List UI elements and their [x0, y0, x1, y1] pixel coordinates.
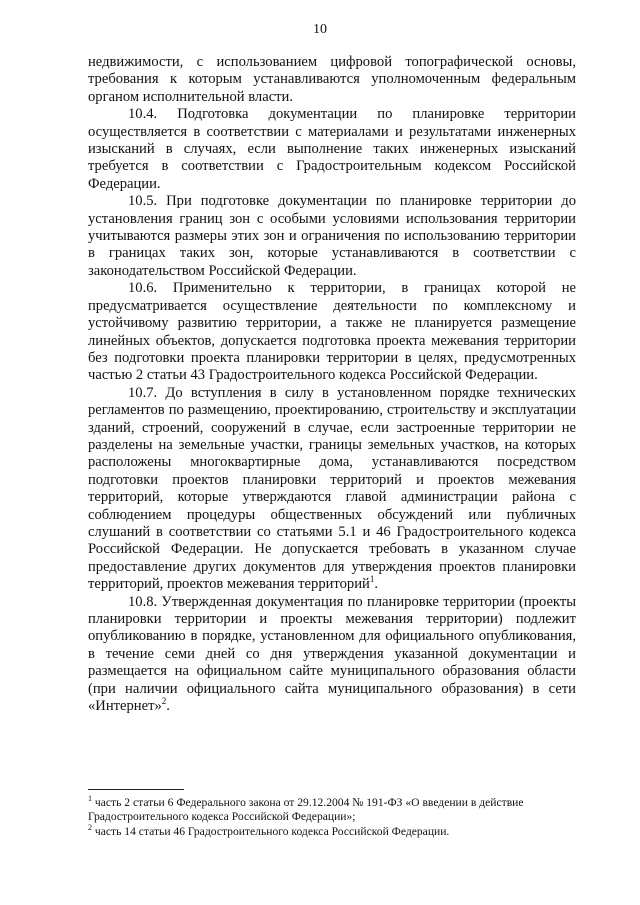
paragraph-10-8	[88, 594, 576, 716]
paragraph-tail: .	[166, 698, 170, 715]
footnote-1	[88, 796, 588, 825]
paragraph-continuation	[88, 54, 576, 106]
paragraph-text: 10.4. Подготовка документации по планировке территории осуществляется в соответствии с материалами и результатами инженерных изысканий в случаях, если выполнение таких инженерных изысканий требуется в соответствии с Градостроительным кодексом Российской Федерации.	[88, 106, 576, 192]
paragraph-tail: .	[374, 576, 378, 593]
footnote-marker: 2	[88, 822, 92, 832]
footnote-separator	[88, 789, 184, 790]
paragraph-10-7	[88, 385, 576, 594]
paragraph-text: 10.6. Применительно к территории, в границах которой не предусматривается осуществление деятельности по комплексному и устойчивому развитию территории, а также не планируется размещение линейных объектов, допускается подготовка проекта межевания территории без подготовки проекта планировки территории в целях, предусмотренных частью 2 статьи 43 Градостроительного кодекса Российской Федерации.	[88, 280, 576, 384]
footnote-marker: 1	[88, 794, 92, 804]
document-body	[88, 54, 576, 715]
paragraph-text: недвижимости, с использованием цифровой топографической основы, требования к которым устанавливаются уполномоченным федеральным органом исполнительной власти.	[88, 54, 576, 105]
footnote-text: часть 14 статьи 46 Градостроительного кодекса Российской Федерации.	[92, 824, 450, 838]
paragraph-10-5	[88, 193, 576, 280]
footnote-ref-2[interactable]: 2	[161, 696, 167, 707]
paragraph-text: 10.5. При подготовке документации по планировке территории до установления границ зон с особыми условиями использования территории учитываются размеры этих зон и ограничения по использованию территории в границах таких зон, которые устанавливаются в соответствии с законодательством Российской Федерации.	[88, 193, 576, 279]
footnote-ref-1[interactable]: 1	[369, 574, 375, 585]
footnotes	[88, 796, 588, 839]
page-number: 10	[313, 22, 327, 37]
footnote-2	[88, 822, 588, 839]
footnote-text: часть 2 статьи 6 Федерального закона от 29.12.2004 № 191-ФЗ «О введении в действие Градостроительного кодекса Российской Федерации»;	[88, 796, 524, 824]
paragraph-10-4	[88, 106, 576, 193]
paragraph-text: 10.7. До вступления в силу в установленном порядке технических регламентов по размещению, проектированию, строительству и эксплуатации зданий, строений, сооружений в случае, если застроенные территории не разделены на земельные участки, границы земельных участков, на которых расположены многоквартирные дома, устанавливаются посредством подготовки проектов планировки территорий и проектов межевания территорий, которые утверждаются главой администрации района с соблюдением процедуры общественных обсуждений или публичных слушаний в соответствии со статьями 5.1 и 46 Градостроительного кодекса Российской Федерации. Не допускается требовать в указанном случае предоставление других документов для утверждения проектов планировки территорий, проектов межевания территорий	[88, 384, 576, 593]
paragraph-text: 10.8. Утвержденная документация по планировке территории (проекты планировки территории и проекты межевания территории) подлежит опубликованию в порядке, установленном для официального опубликования, в течение семи дней со дня утверждения указанной документации и размещается на официальном сайте муниципального образования области (при наличии официального сайта муниципального образования) в сети «Интернет»	[88, 593, 576, 715]
paragraph-10-6	[88, 280, 576, 384]
